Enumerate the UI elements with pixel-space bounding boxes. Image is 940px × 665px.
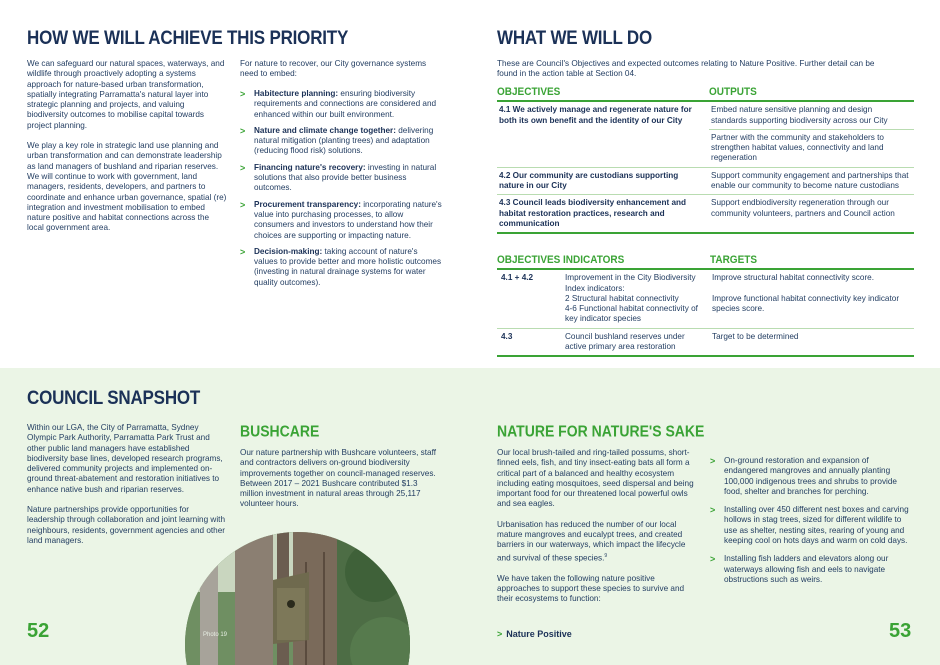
left-col1-text	[27, 59, 227, 244]
snapshot-para1: Within our LGA, the City of Parramatta, Sydney Olympic Park Authority, Parramatta Park Trust and other public land managers have established biodiversity base lines, developed research programs, delivered community projects and implemented on-ground threat-abatement and restoration initiatives to enhance native bush and riparian reserves.	[27, 423, 223, 494]
objective-cell: 4.1 + 4.2	[497, 269, 563, 328]
objective-cell: 4.3	[497, 328, 563, 356]
nature-para1: Our local brush-tailed and ring-tailed possums, short-finned eels, fish, and tiny insect-eating bats all form a critical part of a balanced and healthy ecosystem including eating mosquitoes, seed dispersal and being important food for our threatened local powerful owls and sea eagles.	[497, 448, 694, 509]
target-text: Improve functional habitat connectivity key indicator species score.	[712, 293, 900, 313]
objectives-indicators-table	[497, 255, 914, 357]
footnote-ref: 9	[604, 552, 608, 559]
table-row	[497, 167, 914, 195]
arrow-icon: >	[710, 456, 716, 466]
table1-header-objectives: OBJECTIVES	[497, 86, 709, 102]
governance-item: > Decision-making: taking account of nature's values to provide better and more holistic outcomes (investing in natural drainage systems for water quality outcomes).	[240, 246, 442, 287]
indicator-cell: Council bushland reserves under active primary area restoration	[563, 328, 710, 356]
governance-item: > Procurement transparency: incorporating nature's value into purchasing processes, to allow consumers and investors to understand how their choices are supporting or impacting nature.	[240, 199, 442, 240]
left-col2-intro: For nature to recover, our City governance systems need to embed:	[240, 59, 427, 79]
snapshot-text	[27, 423, 229, 556]
photo-label: Photo 19	[203, 632, 228, 638]
table-row	[497, 101, 914, 129]
bushcare-heading: BUSHCARE	[240, 422, 320, 440]
table2-header-targets: TARGETS	[710, 254, 914, 270]
nature-approach-item: > Installing fish ladders and elevators along our waterways allowing fish and eels to navigate obstructions such as weirs.	[710, 554, 889, 584]
nature-heading: NATURE FOR NATURE'S SAKE	[497, 422, 705, 440]
governance-item: > Financing nature's recovery: investing in natural solutions that also provide better business outcomes.	[240, 162, 437, 193]
table1-header-outputs: OUTPUTS	[709, 86, 914, 102]
arrow-icon: >	[240, 162, 246, 173]
right-page-number: 53	[889, 620, 912, 642]
governance-item: > Habitecture planning: ensuring biodiversity requirements and connections are considered and enhanced within our built environment.	[240, 89, 437, 119]
right-intro: These are Council's Objectives and expected outcomes relating to Nature Positive. Further detail can be found in the action table at Section 04.	[497, 59, 875, 79]
objectives-outputs-table	[497, 87, 914, 234]
bushcare-text: Our nature partnership with Bushcare volunteers, staff and contractors delivers on-ground biodiversity improvements together on council-managed reserves. Between 2017 – 2021 Bushcare contributed $1.3 million investment in natural areas through 25,117 volunteer hours.	[240, 448, 436, 509]
target-cell: Target to be determined	[710, 328, 914, 356]
indicator-cell: Improvement in the City Biodiversity Index indicators: 2 Structural habitat connectivity 4-6 Functional habitat connectivity of key indicator species	[563, 269, 710, 328]
nature-approach-item: > Installing over 450 different nest boxes and carving hollows in stag trees, sized for different wildlife to use as shelter, nesting sites, rearing of young and keeping cool on hots days and warm on cold days.	[710, 505, 909, 546]
arrow-icon: >	[497, 629, 503, 639]
arrow-icon: >	[240, 125, 246, 136]
arrow-icon: >	[710, 505, 716, 516]
nature-approaches-list	[710, 456, 910, 591]
arrow-icon: >	[240, 246, 246, 257]
objective-cell: 4.2 Our community are custodians supporting nature in our City	[497, 167, 709, 195]
table1-header-row	[497, 87, 914, 101]
output-cell: Support endbiodiversity regeneration through our community volunteers, partners and Council action	[709, 195, 914, 233]
arrow-icon: >	[240, 199, 246, 210]
nature-para2-wrap	[497, 520, 695, 564]
left-col1-para1: We can safeguard our natural spaces, waterways, and wildlife through proactively adopting a systems approach for nature-based urban transformation, spatially integrating Parramatta's natural layer into strategic planning and projects, and valuing biodiversity outcomes to mobilise capital towards project planning.	[27, 59, 225, 130]
governance-list	[240, 89, 442, 294]
nature-approach-item: > On-ground restoration and expansion of endangered mangroves and annually planting 100,000 indigenous trees and shrubs to provide food, shelter and branches for perching.	[710, 456, 897, 496]
left-col1-para2: We play a key role in strategic land use planning and urban transformation and can demonstrate leadership as land managers of bushland and riparian reserves. We will continue to work with government, land managers, residents, developers, and partners to coordinate and enhance urban governance, spatial (re) integration and investment mobilisation to embed nature positive and habitat connections across the local government area.	[27, 141, 227, 233]
target-text: Improve structural habitat connectivity score.	[712, 273, 874, 283]
table-row	[497, 195, 914, 233]
table2-header-row	[497, 255, 914, 269]
output-cell: Partner with the community and stakeholders to strengthen habitat values, connectivity and land regeneration	[709, 129, 914, 167]
nature-text	[497, 448, 695, 615]
right-heading: WHAT WE WILL DO	[497, 27, 653, 49]
objective-cell: 4.1 We actively manage and regenerate nature for both its own benefit and the identity of our City	[497, 101, 709, 167]
left-heading: HOW WE WILL ACHIEVE THIS PRIORITY	[27, 27, 349, 49]
snapshot-para2: Nature partnerships provide opportunities for leadership through collaboration and joint learning with neighbours, residents, government agencies and other land managers.	[27, 505, 225, 545]
table-row	[497, 269, 914, 328]
nature-para3: We have taken the following nature positive approaches to support these species to survive and their ecosystems to function:	[497, 573, 685, 604]
footer-section-label	[497, 629, 572, 639]
objective-cell: 4.3 Council leads biodiversity enhancement and habitat restoration practices, research and communication	[497, 195, 709, 233]
arrow-icon: >	[240, 89, 246, 99]
table-row	[497, 328, 914, 356]
nature-para2: Urbanisation has reduced the number of our local mature mangroves and eucalypt trees, and created barriers in our waterways, which impact the lifecycle and survival of these species.	[497, 519, 686, 563]
left-page-number: 52	[27, 620, 50, 642]
target-cell	[710, 269, 914, 328]
output-cell: Support community engagement and partnerships that enable our community to become nature custodians	[709, 167, 914, 195]
table2-header-indicators: INDICATORS	[563, 254, 710, 270]
snapshot-heading: COUNCIL SNAPSHOT	[27, 387, 201, 409]
footer-label-text: Nature Positive	[506, 629, 572, 639]
governance-item: > Nature and climate change together: delivering natural mitigation (planting trees) and adaptation (reducing flood risk) solutions.	[240, 125, 434, 156]
table2-header-objectives: OBJECTIVES	[497, 254, 563, 270]
arrow-icon: >	[710, 554, 716, 565]
output-cell: Embed nature sensitive planning and design standards supporting biodiversity across our City	[709, 101, 914, 129]
